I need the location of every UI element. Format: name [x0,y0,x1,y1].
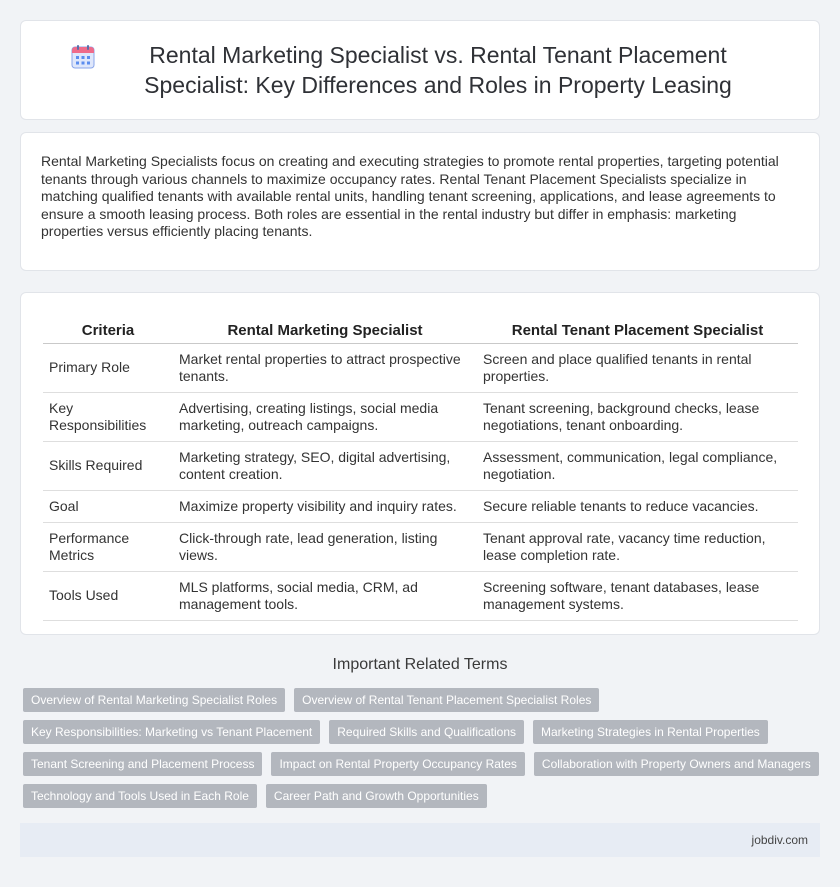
marketing-cell: Advertising, creating listings, social media marketing, outreach campaigns. [173,392,477,441]
table-row [43,392,798,441]
comparison-card [20,292,820,635]
criteria-cell: Goal [43,490,173,522]
related-tag[interactable]: Marketing Strategies in Rental Properties [533,720,768,744]
table-row [43,522,798,571]
placement-cell: Screening software, tenant databases, lease management systems. [477,571,798,620]
related-tags [23,688,823,816]
comparison-table [43,313,798,621]
header-criteria: Criteria [43,313,173,343]
related-tag[interactable]: Technology and Tools Used in Each Role [23,784,257,808]
table-row [43,490,798,522]
table-row [43,571,798,620]
placement-cell: Screen and place qualified tenants in rental properties. [477,343,798,392]
footer-site-link[interactable]: jobdiv.com [751,833,808,847]
title-wrap [70,40,770,100]
criteria-cell: Key Responsibilities [43,392,173,441]
intro-card [20,132,820,271]
footer [20,823,820,857]
criteria-cell: Tools Used [43,571,173,620]
related-tag[interactable]: Collaboration with Property Owners and Managers [534,752,819,776]
intro-paragraph: Rental Marketing Specialists focus on creating and executing strategies to promote rental properties, targeting potential tenants through various channels to maximize occupancy rates. Rental Tenant Placement Specialists specialize in matching qualified tenants with available rental units, handling tenant screening, applications, and lease agreements to ensure a smooth leasing process. Both roles are essential in the rental industry but differ in emphasis: marketing properties versus efficiently placing tenants. [41,153,779,240]
table-row [43,441,798,490]
placement-cell: Secure reliable tenants to reduce vacancies. [477,490,798,522]
tag-row [23,784,823,808]
tag-row [23,720,823,744]
related-tag[interactable]: Overview of Rental Marketing Specialist Roles [23,688,285,712]
tag-row [23,688,823,712]
table-row [43,343,798,392]
marketing-cell: Market rental properties to attract prospective tenants. [173,343,477,392]
criteria-cell: Skills Required [43,441,173,490]
related-terms-heading: Important Related Terms [332,656,508,673]
criteria-cell: Primary Role [43,343,173,392]
criteria-cell: Performance Metrics [43,522,173,571]
related-tag[interactable]: Overview of Rental Tenant Placement Specialist Roles [294,688,599,712]
related-tag[interactable]: Tenant Screening and Placement Process [23,752,262,776]
calendar-icon [70,44,96,70]
table-header-row [43,313,798,343]
tag-row [23,752,823,776]
header-marketing: Rental Marketing Specialist [173,313,477,343]
page-title: Rental Marketing Specialist vs. Rental Tenant Placement Specialist: Key Differences and Roles in Property Leasing [144,42,732,98]
marketing-cell: Maximize property visibility and inquiry rates. [173,490,477,522]
related-tag[interactable]: Impact on Rental Property Occupancy Rates [271,752,524,776]
marketing-cell: Marketing strategy, SEO, digital advertising, content creation. [173,441,477,490]
marketing-cell: MLS platforms, social media, CRM, ad management tools. [173,571,477,620]
placement-cell: Tenant approval rate, vacancy time reduction, lease completion rate. [477,522,798,571]
related-tag[interactable]: Required Skills and Qualifications [329,720,524,744]
header-placement: Rental Tenant Placement Specialist [477,313,798,343]
related-tag[interactable]: Key Responsibilities: Marketing vs Tenant Placement [23,720,320,744]
placement-cell: Assessment, communication, legal compliance, negotiation. [477,441,798,490]
marketing-cell: Click-through rate, lead generation, listing views. [173,522,477,571]
related-tag[interactable]: Career Path and Growth Opportunities [266,784,487,808]
placement-cell: Tenant screening, background checks, lease negotiations, tenant onboarding. [477,392,798,441]
title-card [20,20,820,120]
